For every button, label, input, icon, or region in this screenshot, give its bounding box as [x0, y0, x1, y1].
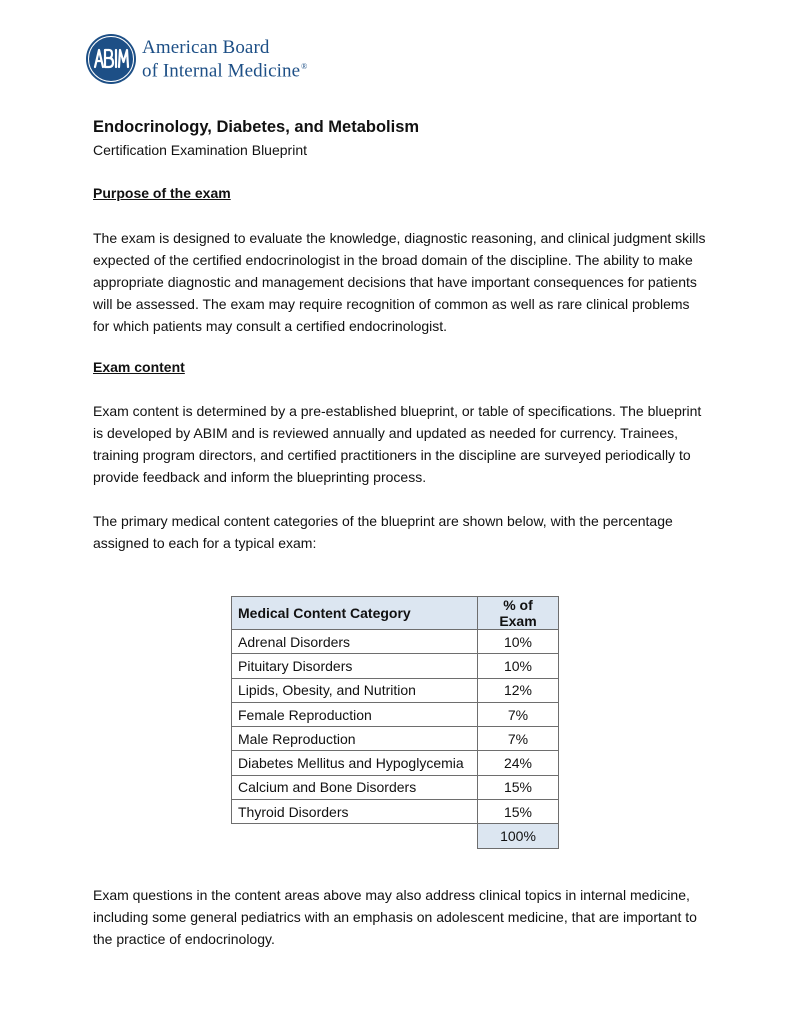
category-cell: Male Reproduction [232, 727, 478, 751]
category-cell: Thyroid Disorders [232, 800, 478, 824]
closing-paragraph: Exam questions in the content areas above may also address clinical topics in internal medicine, including some general pediatrics with an emphasis on adolescent medicine, that are important to the practice of endocrinology. [93, 887, 697, 947]
organization-name-line1: American Board [142, 36, 270, 58]
document-subtitle: Certification Examination Blueprint [93, 142, 307, 158]
percent-cell: 15% [478, 775, 559, 799]
category-cell: Diabetes Mellitus and Hypoglycemia [232, 751, 478, 775]
category-cell: Calcium and Bone Disorders [232, 775, 478, 799]
category-cell: Adrenal Disorders [232, 630, 478, 654]
percent-cell: 7% [478, 702, 559, 726]
category-cell: Pituitary Disorders [232, 654, 478, 678]
table-row [232, 702, 559, 726]
table-row [232, 630, 559, 654]
total-percent-cell: 100% [478, 824, 559, 848]
purpose-paragraph: The exam is designed to evaluate the knowledge, diagnostic reasoning, and clinical judgment skills expected of the certified endocrinologist in the broad domain of the discipline. The ability to make appropriate diagnostic and management decisions that have important consequences for patients will be assessed. The exam may require recognition of common as well as rare clinical problems for which patients may consult a certified endocrinologist. [93, 230, 706, 334]
percent-cell: 7% [478, 727, 559, 751]
abim-logo [85, 33, 307, 85]
exam-content-paragraph-2: The primary medical content categories of the blueprint are shown below, with the percentage assigned to each for a typical exam: [93, 513, 673, 551]
purpose-heading: Purpose of the exam [93, 185, 231, 201]
category-cell: Female Reproduction [232, 702, 478, 726]
exam-content-paragraph-1: Exam content is determined by a pre-established blueprint, or table of specifications. The blueprint is developed by ABIM and is reviewed annually and updated as needed for currency. Trainees, training program directors, and certified practitioners in the discipline are surveyed periodically to provide feedback and inform the blueprinting process. [93, 403, 702, 485]
table-total-row [232, 824, 559, 848]
blueprint-table [231, 596, 559, 849]
table-header-row [232, 597, 559, 630]
table-row [232, 800, 559, 824]
percent-cell: 24% [478, 751, 559, 775]
organization-name [142, 38, 307, 80]
registered-mark: ® [301, 61, 308, 71]
table-header-percent: % of Exam [478, 597, 559, 630]
percent-cell: 10% [478, 654, 559, 678]
table-row [232, 751, 559, 775]
exam-content-heading: Exam content [93, 359, 185, 375]
category-cell: Lipids, Obesity, and Nutrition [232, 678, 478, 702]
table-row [232, 775, 559, 799]
organization-name-line2: of Internal Medicine [142, 60, 301, 82]
total-blank-cell [232, 824, 478, 848]
percent-cell: 12% [478, 678, 559, 702]
table-header-category: Medical Content Category [232, 597, 478, 630]
percent-cell: 15% [478, 800, 559, 824]
document-title: Endocrinology, Diabetes, and Metabolism [93, 118, 420, 136]
table-row [232, 678, 559, 702]
table-row [232, 727, 559, 751]
abim-emblem-icon [85, 33, 137, 85]
title-block [93, 116, 703, 160]
percent-cell: 10% [478, 630, 559, 654]
table-row [232, 654, 559, 678]
